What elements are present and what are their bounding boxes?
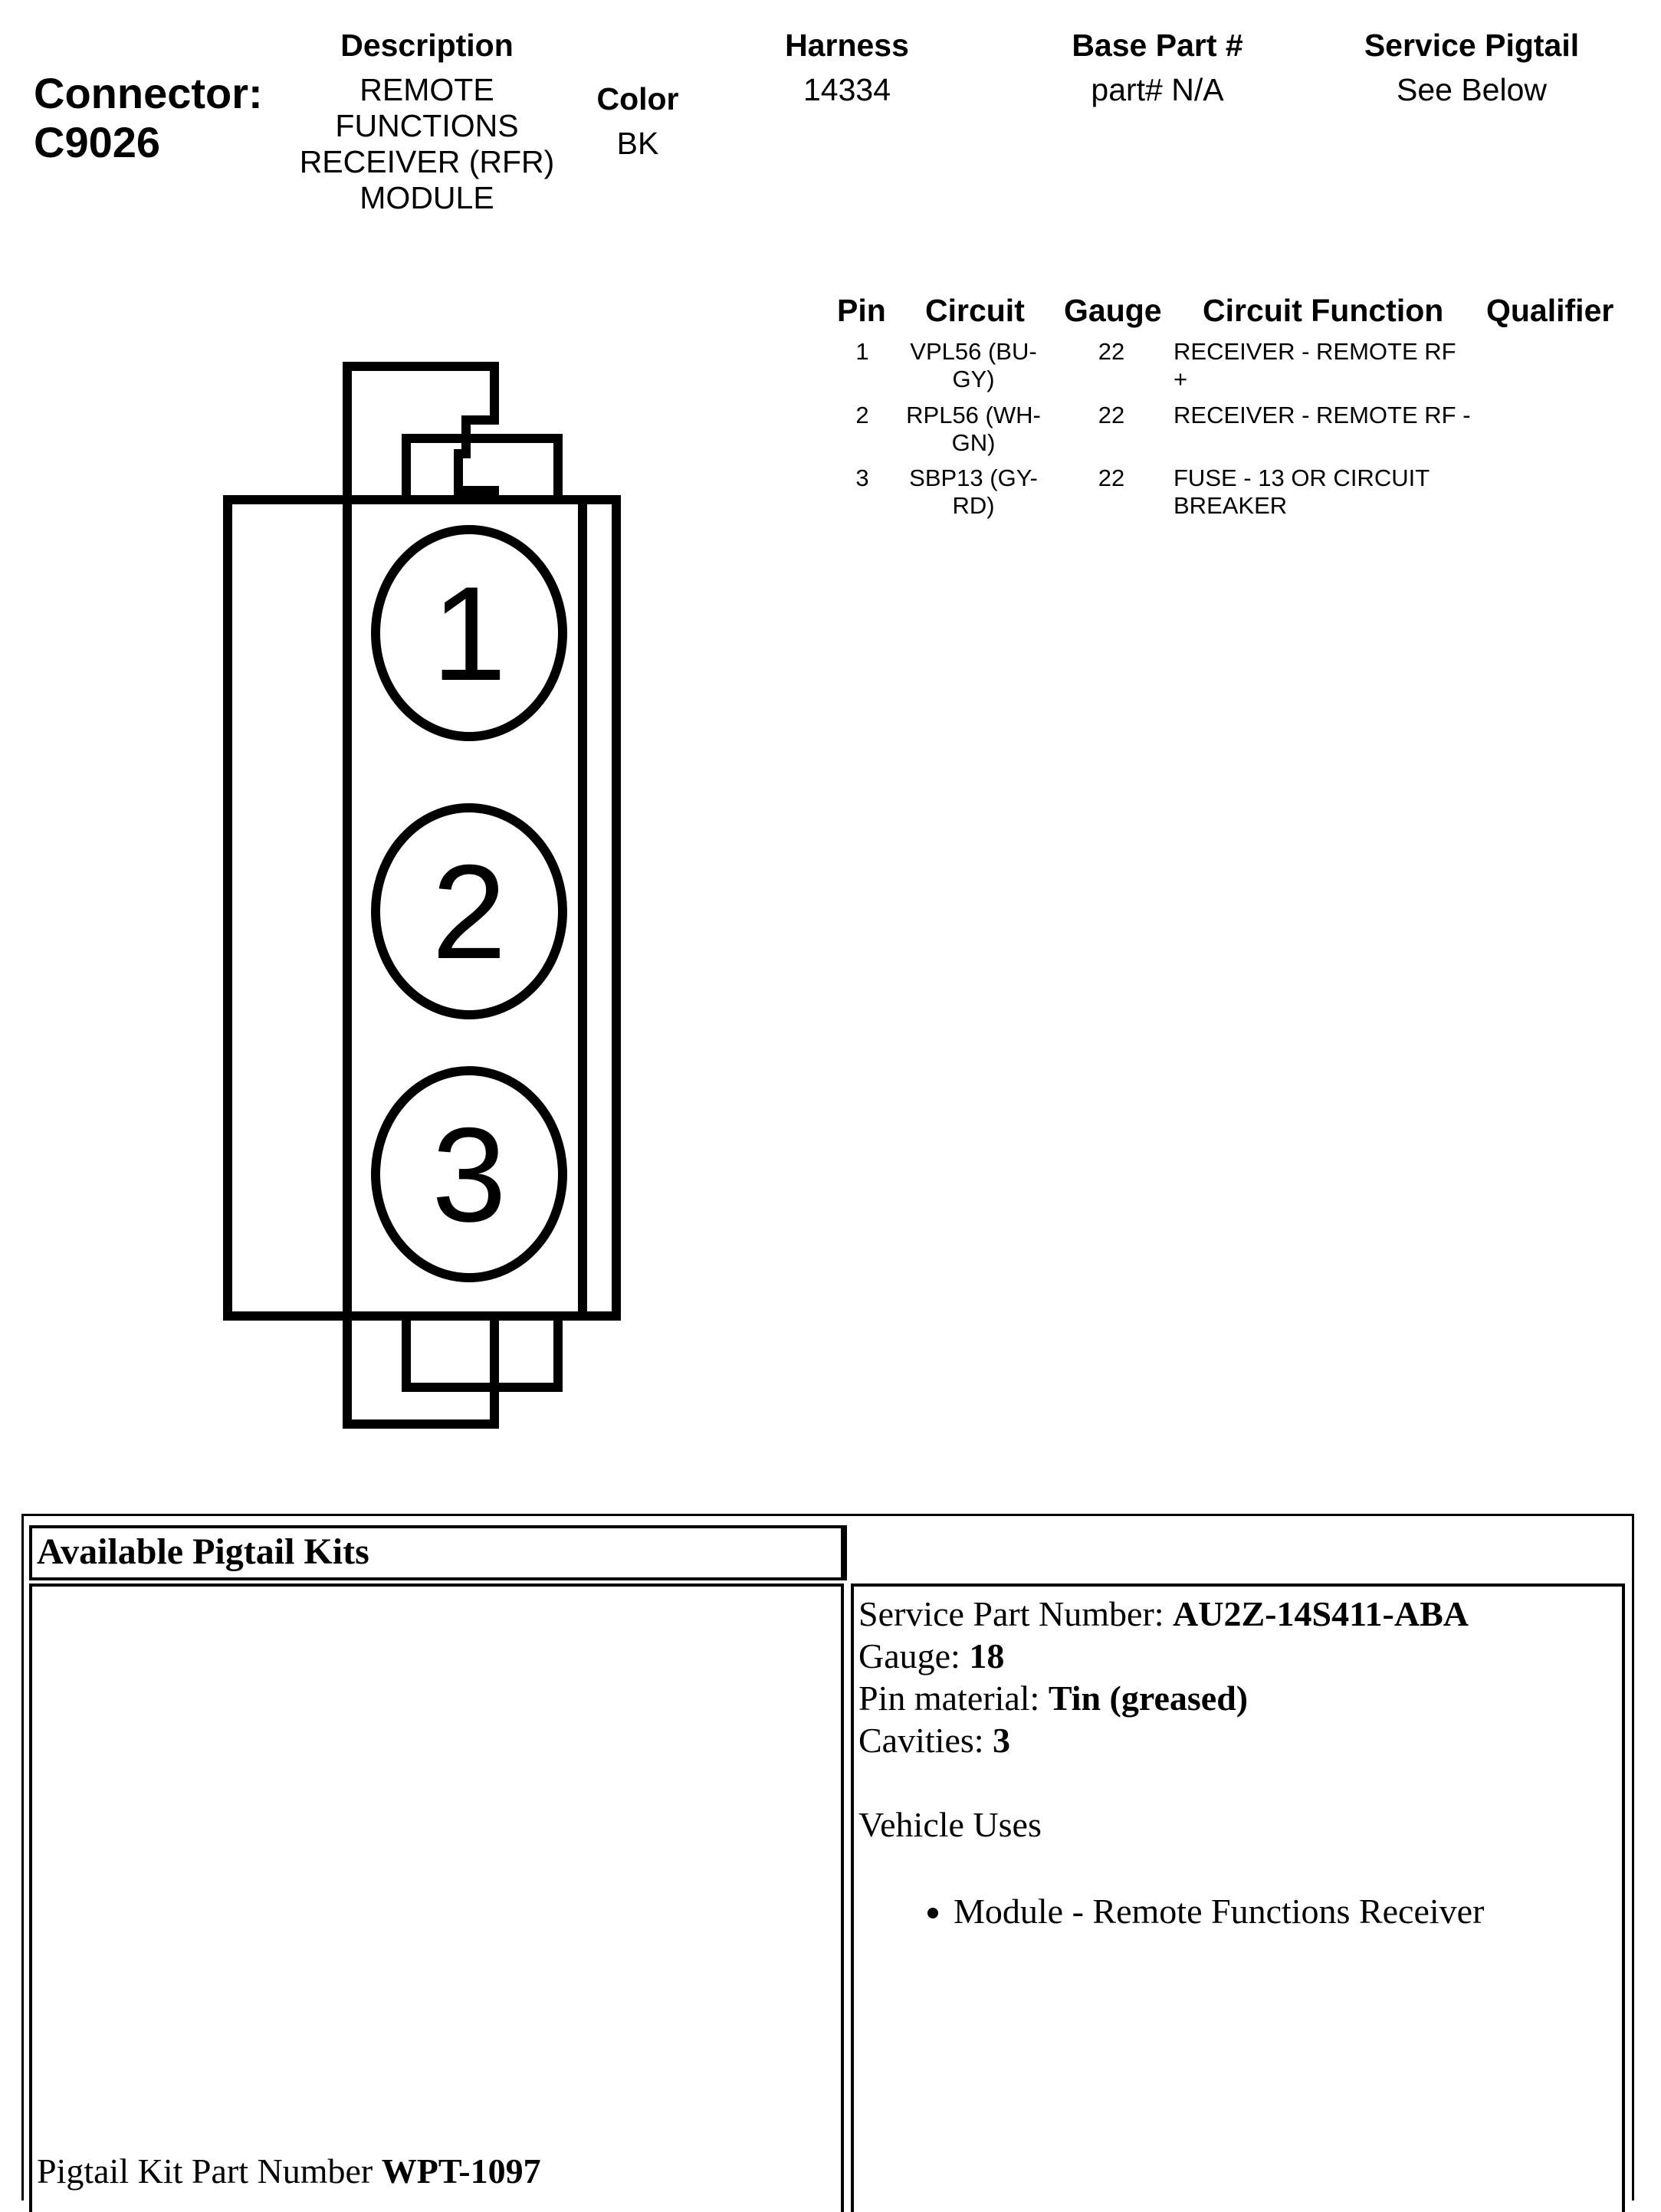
harness-value: 14334 — [803, 72, 891, 107]
service-part-value: AU2Z-14S411-ABA — [1173, 1594, 1469, 1633]
pin-label: 1 — [432, 560, 507, 709]
circuit-cell — [897, 402, 1050, 457]
connector-id: C9026 — [34, 118, 161, 166]
pin-column-header: Pin — [837, 293, 886, 328]
pin-label: 2 — [432, 838, 507, 987]
qualifier-column-header: Qualifier — [1486, 293, 1614, 328]
pigtail-kit-part — [37, 2150, 541, 2192]
pin-label: 3 — [432, 1101, 507, 1250]
circuit-line: RD) — [952, 492, 995, 519]
service-part-label: Service Part Number: — [858, 1594, 1164, 1633]
base-part-label: Base Part # — [1072, 28, 1243, 63]
pigtail-image-cell — [29, 1584, 844, 2212]
gauge-cell: 22 — [1098, 464, 1125, 491]
service-pigtail-label: Service Pigtail — [1364, 28, 1580, 63]
function-cell — [1174, 402, 1495, 429]
pin-number: 1 — [855, 338, 869, 365]
function-line: RECEIVER - REMOTE RF - — [1174, 402, 1471, 428]
vehicle-uses-heading: Vehicle Uses — [858, 1805, 1042, 1844]
circuit-column-header: Circuit — [925, 293, 1025, 328]
pigtail-details-cell — [851, 1584, 1625, 2212]
service-part-row — [858, 1593, 1484, 1635]
circuit-line: SBP13 (GY- — [909, 464, 1038, 491]
gauge-value: 18 — [969, 1636, 1005, 1675]
description-label: Description — [340, 28, 514, 63]
top-latch-outline — [347, 366, 494, 500]
circuit-cell — [897, 464, 1050, 520]
cavities-value: 3 — [993, 1721, 1011, 1760]
circuit-line: GY) — [952, 366, 995, 392]
circuit-function-column-header: Circuit Function — [1203, 293, 1444, 328]
color-label: Color — [596, 81, 679, 117]
gauge-column-header: Gauge — [1064, 293, 1162, 328]
function-line: FUSE - 13 OR CIRCUIT — [1174, 464, 1430, 491]
kit-part-value: WPT-1097 — [381, 2151, 541, 2191]
description-line: FUNCTIONS — [335, 108, 519, 143]
bottom-latch-tab — [406, 1316, 558, 1387]
vehicle-uses-list — [858, 1890, 1484, 1932]
function-line: RECEIVER - REMOTE RF — [1174, 338, 1456, 365]
description-line: REMOTE — [359, 72, 494, 107]
gauge-cell: 22 — [1098, 402, 1125, 428]
circuit-cell — [897, 338, 1050, 393]
service-pigtail-value: See Below — [1396, 72, 1547, 107]
pin-material-value: Tin (greased) — [1048, 1679, 1249, 1718]
pin-number: 2 — [855, 402, 869, 428]
connector-face-diagram — [0, 0, 690, 1456]
kit-part-label: Pigtail Kit Part Number — [37, 2151, 373, 2191]
description-line: RECEIVER (RFR) — [299, 144, 555, 179]
pigtail-title: Available Pigtail Kits — [37, 1531, 369, 1572]
circuit-line: GN) — [951, 429, 996, 456]
pin-number: 3 — [855, 464, 869, 491]
gauge-label: Gauge: — [858, 1636, 960, 1675]
pigtail-title-cell — [29, 1525, 844, 1580]
pin-material-row — [858, 1677, 1484, 1719]
gauge-row — [858, 1635, 1484, 1677]
gauge-cell: 22 — [1098, 338, 1125, 365]
function-cell — [1174, 338, 1495, 393]
function-cell — [1174, 464, 1495, 520]
circuit-line: VPL56 (BU- — [910, 338, 1037, 365]
cavities-row — [858, 1719, 1484, 1761]
pigtail-details — [858, 1593, 1484, 1932]
pigtail-title-divider — [844, 1525, 851, 1580]
function-line: BREAKER — [1174, 492, 1288, 519]
function-line: + — [1174, 366, 1188, 392]
description-line: MODULE — [359, 180, 494, 215]
vehicle-use-item: • Module - Remote Functions Receiver — [954, 1890, 1484, 1932]
harness-label: Harness — [785, 28, 909, 63]
color-value: BK — [616, 126, 659, 161]
circuit-line: RPL56 (WH- — [906, 402, 1041, 428]
pin-material-label: Pin material: — [858, 1679, 1040, 1718]
connector-label: Connector: — [34, 69, 263, 117]
bottom-latch-outline — [347, 1316, 494, 1424]
base-part-value: part# N/A — [1091, 72, 1224, 107]
cavities-label: Cavities: — [858, 1721, 984, 1760]
